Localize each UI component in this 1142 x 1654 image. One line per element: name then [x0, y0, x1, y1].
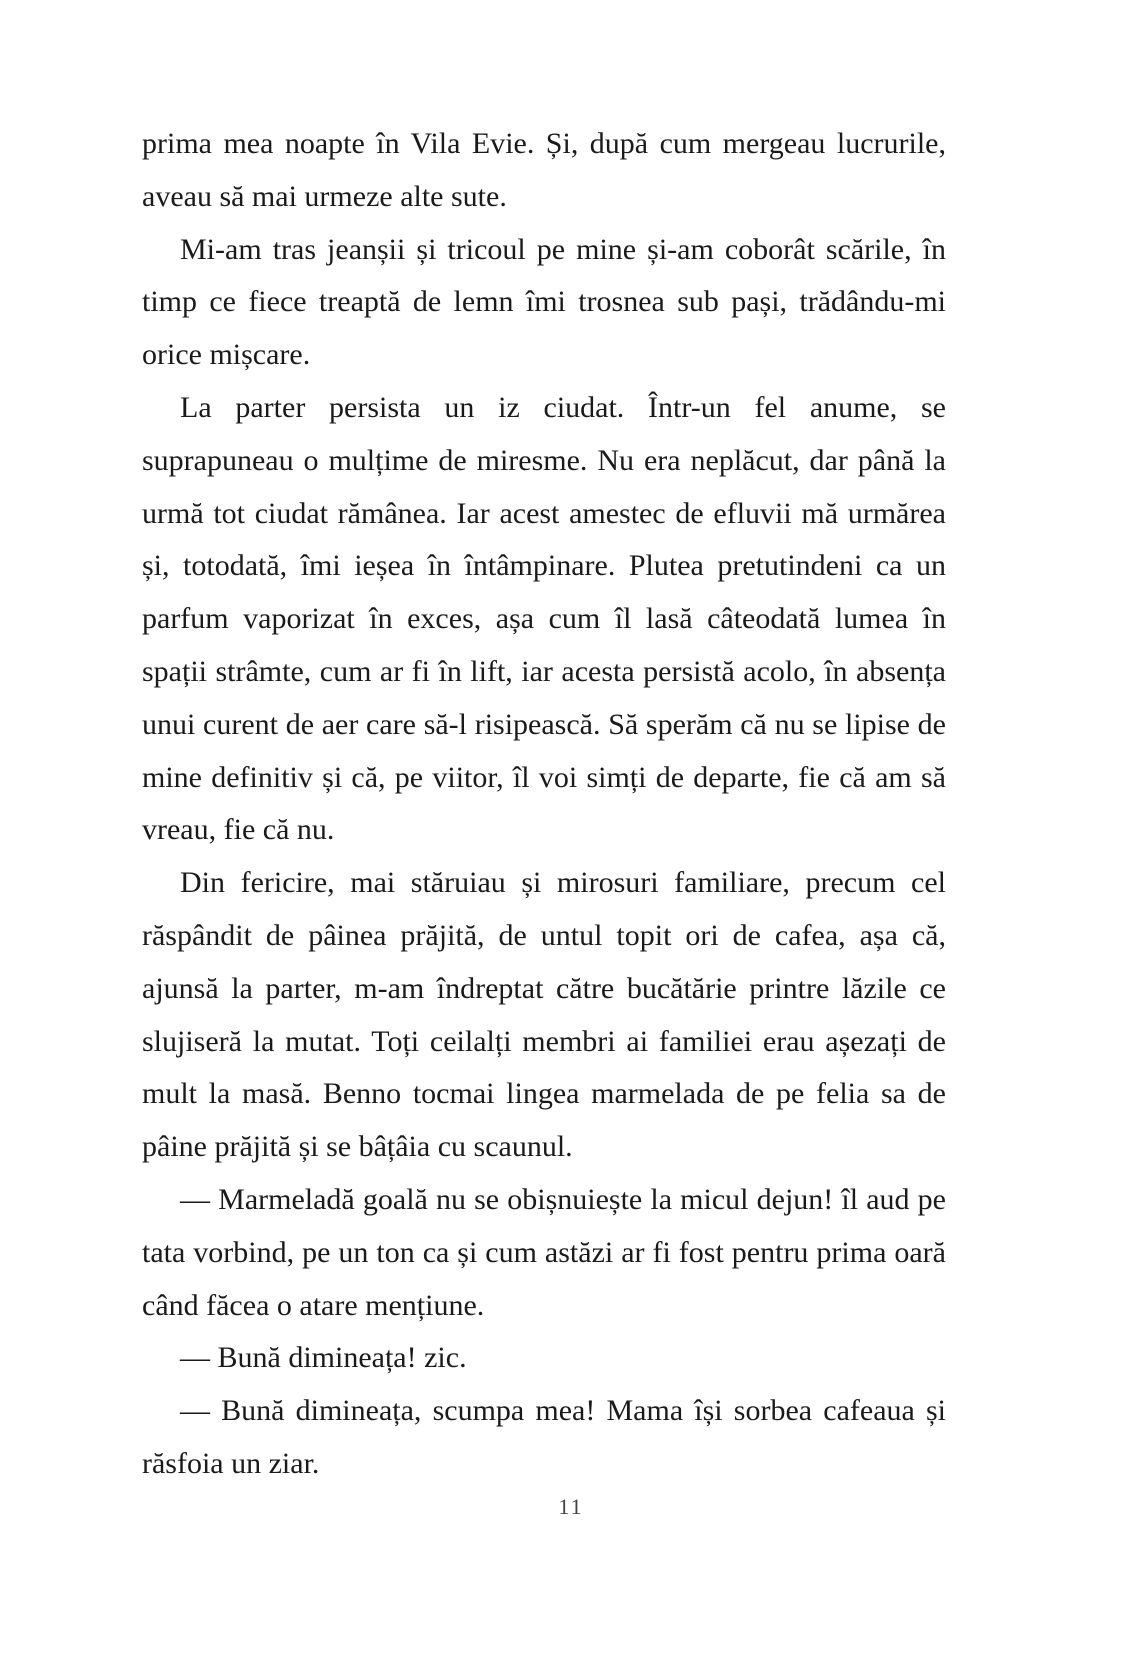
paragraph-continuation: prima mea noapte în Vila Evie. Și, după cum mergeau lucrurile, aveau să mai urmeze alte sute.	[142, 127, 946, 213]
paragraph-smell: La parter persista un iz ciudat. Într-un fel anume, se suprapuneau o mulțime de miresme. Nu era neplăcut, dar până la urmă tot ciudat rămânea. Iar acest amestec de efluvii mă urmărea și, totodată, îmi ieșea în întâmpinare. Plutea pretutindeni ca un parfum vaporizat în exces, așa cum îl lasă câteodată lumea în spații strâmte, cum ar fi în lift, iar acesta persistă acolo, în absența unui curent de aer care să-l risipească. Să sperăm că nu se lipise de mine definitiv și că, pe viitor, îl voi simți de departe, fie că am să vreau, fie că nu.	[142, 390, 946, 847]
dialogue-father: — Marmeladă goală nu se obișnuiește la micul dejun! îl aud pe tata vorbind, pe un ton ca și cum astăzi ar fi fost pentru prima oară când făcea o atare mențiune.	[142, 1182, 946, 1322]
page-number: 11	[558, 1494, 584, 1519]
body-text	[142, 118, 946, 1491]
paragraph-stairs: Mi-am tras jeanșii și tricoul pe mine și-am coborât scările, în timp ce fiece treaptă de lemn îmi trosnea sub pași, trădându-mi orice mișcare.	[142, 232, 946, 372]
paragraph-kitchen: Din fericire, mai stăruiau și mirosuri familiare, precum cel răspândit de pâinea prăjită, de untul topit ori de cafea, așa că, ajunsă la parter, m-am îndreptat către bucătărie printre lăzile ce slujiseră la mutat. Toți ceilalți membri ai familiei erau așezați de mult la masă. Benno tocmai lingea marmelada de pe felia sa de pâine prăjită și se bâțâia cu scaunul.	[142, 866, 946, 1164]
dialogue-greeting: — Bună dimineața! zic.	[180, 1341, 467, 1375]
dialogue-mother: — Bună dimineața, scumpa mea! Mama își sorbea cafeaua și răsfoia un ziar.	[142, 1394, 946, 1480]
